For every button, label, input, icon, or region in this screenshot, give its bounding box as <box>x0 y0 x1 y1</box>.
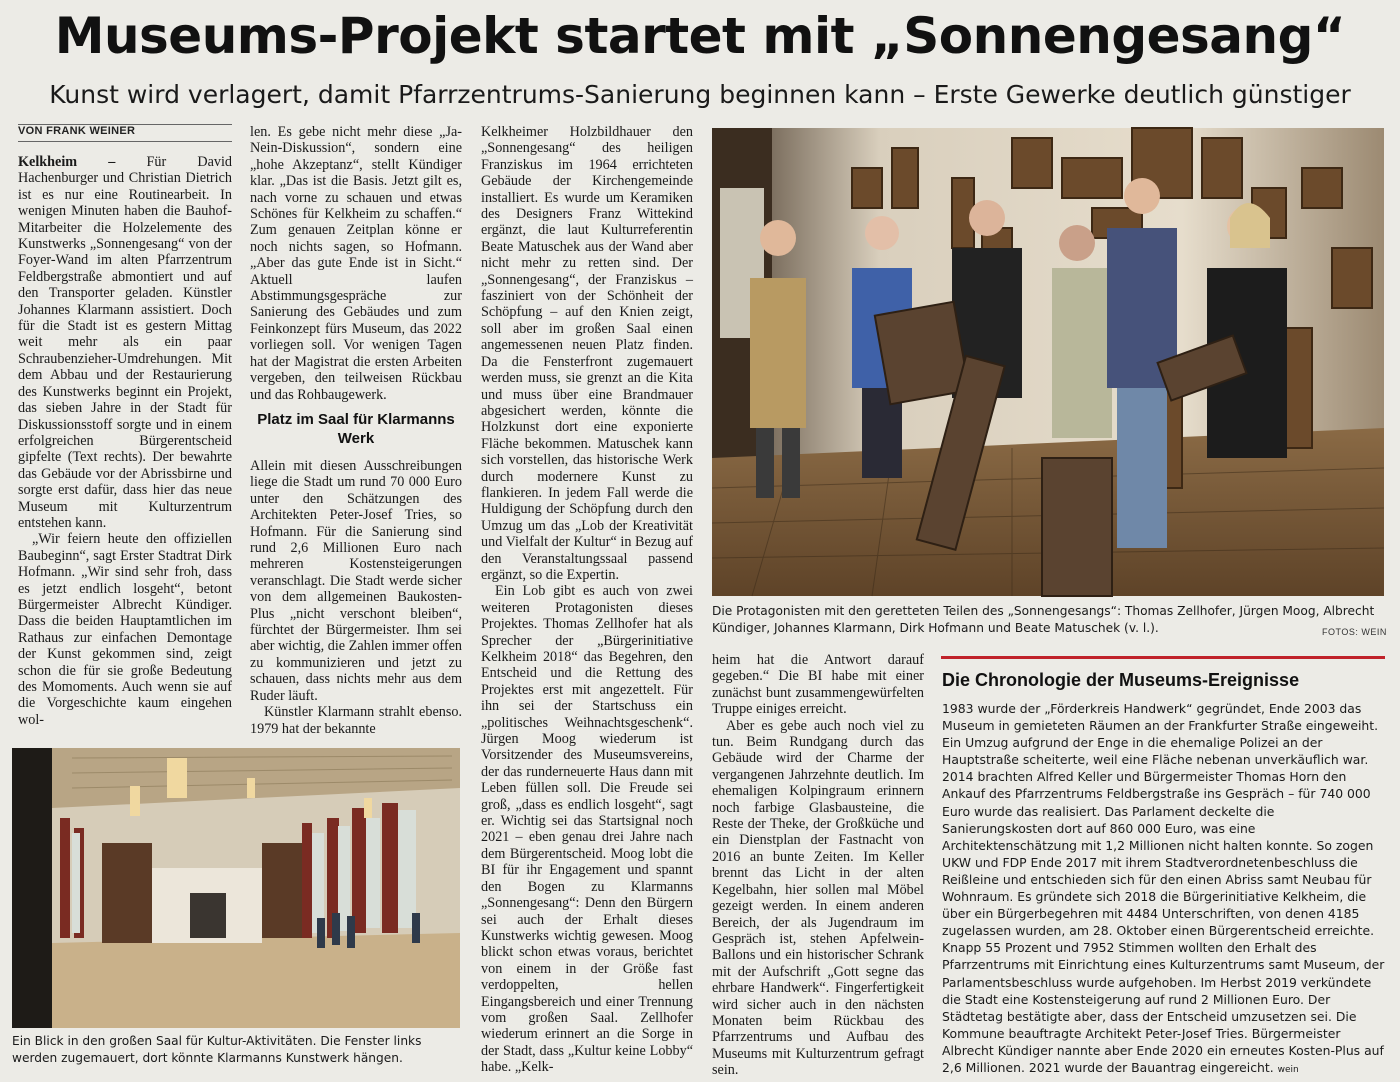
article-column-3 <box>481 124 693 1076</box>
paragraph: „Wir feiern heute den offiziellen Baubeginn“, sagt Erster Stadtrat Dirk Hofmann. „Wir sind sehr froh, dass es jetzt endlich losgeht“, betont Bürgermeister Albrecht Kündiger. Dass die beiden Hauptamtlichen im Rathaus zur einfachen Demontage der Kunst gekommen sind, zeigt schon die für sie große Bedeutung des Momoments. Auch wenn sie auf die Vorgeschichte kaum eingehen wol- <box>18 531 232 728</box>
paragraph: Künstler Klarmann strahlt ebenso. 1979 hat der bekannte <box>250 704 462 737</box>
sidebar-accent-rule <box>941 656 1385 659</box>
photo-credit: FOTOS: WEIN <box>1322 627 1387 637</box>
main-photo-caption: Die Protagonisten mit den geretteten Teilen des „Sonnengesangs“: Thomas Zellhofer, Jürgen Moog, Albrecht Kündiger, Johannes Klarmann, Dirk Hofmann und Beate Matuschek (v. l.). <box>712 604 1375 635</box>
group-photo-illustration <box>712 128 1384 596</box>
sidebar-signature: wein <box>1277 1064 1299 1075</box>
hall-photo <box>12 748 460 1028</box>
byline: VON FRANK WEINER <box>18 125 136 137</box>
paragraph: Kelkheimer Holzbildhauer den „Sonnengesang“ des heiligen Franziskus im 1964 errichteten Gebäude der Kirchengemeinde installiert. Es wurde um Keramiken des Designers Franz Wittekind ergänzt, die laut Kulturreferentin Beate Matuschek aus der Wand aber nicht mehr zu retten sind. Der „Sonnengesang“, der Franziskus – fasziniert von der Schönheit der Schöpfung – auf den Knien zeigt, soll aber im großen Saal einen angemessenen neuen Platz finden. Da die Fensterfront zugemauert werden muss, sie grenzt an die Kita und muss über eine Brandmauer abgesichert werden, könnte die Holzkunst dort eine exponierte Fläche bekommen. Matuschek kann sich vorstellen, das historische Werk durch modernere Kunst zu flankieren. In jedem Fall werde die Huldigung der Schöpfung durch den Umzug um das „Lob der Kreativität und Vielfalt der Kultur“ in Bezug auf den Veranstaltungssaal passend ergänzt, so die Expertin. <box>481 124 693 583</box>
paragraph: Für David Hachenburger und Christian Dietrich ist es nur eine Routinearbeit. In wenigen Minuten haben die Bauhof-Mitarbeiter die Holzelemente des Kunstwerks „Sonnengesang“ von der Foyer-Wand im alten Pfarrzentrum Feldbergstraße abmontiert und auf den Transporter geladen. Künstler Johannes Klarmann assistiert. Doch für die Stadt ist es gestern Mittag weit mehr als ein paar Schraubenzieher-Umdrehungen. Mit dem Abbau und der Restaurierung des Kunstwerks beginnt ein Projekt, das sieben Jahre in der Stadt für Diskussionsstoff sorgte und in einem erfolgreichen Bürgerentscheid gipfelte (Text rechts). Der bewahrte das Gebäude vor der Abrissbirne und sorgte erst dafür, dass hier das neue Museum mit Kulturzentrum entstehen kann. <box>18 154 232 531</box>
headline: Museums-Projekt startet mit „Sonnengesang“ <box>54 7 1346 65</box>
article-column-2b <box>250 458 462 737</box>
dateline: Kelkheim – <box>18 154 116 170</box>
byline-rule-bottom <box>18 141 232 142</box>
article-column-4 <box>712 652 924 1079</box>
section-subtitle: Platz im Saal für Klarmanns Werk <box>257 411 455 447</box>
subheadline: Kunst wird verlagert, damit Pfarrzentrums-Sanierung beginnen kann – Erste Gewerke deutlich günstiger <box>49 80 1351 109</box>
group-photo <box>712 128 1384 596</box>
paragraph: heim hat die Antwort darauf gegeben.“ Die BI habe mit einer zunächst bunt zusammengewürfelten Truppe einiges erreicht. <box>712 652 924 718</box>
sidebar-text <box>942 700 1386 1075</box>
sidebar-body: 1983 wurde der „Förderkreis Handwerk“ gegründet, Ende 2003 das Museum in gemieteten Räumen an der Frankfurter Straße eingeweiht. Ein Umzug aufgrund der Enge in die ehemalige Polizei an der Hauptstraße scheiterte, weil eine Fläche nebenan unverkäuflich war. 2014 brachten Alfred Keller und Bürgermeister Thomas Horn den Ankauf des Pfarrzentrums Feldbergstraße ins Gespräch – für 740 000 Euro wurde das realisiert. Das Parlament deckelte die Sanierungskosten dort auf 860 000 Euro, was eine Architektenschätzung mit 1,2 Millionen nicht halten konnte. So zogen UKW und FDP Ende 2017 mit ihrem Stadtverordnetenbeschluss die Reißleine und entschieden sich für den einen Abriss samt Neubau für Wohnraum. Es gründete sich 2018 die Bürgerinitiative Kelkheim, die über ein Bürgerbegehren mit 4484 Unterschriften, von denen 4185 zugelassen wurden, am 28. Oktober einen Bürgerentscheid erreichte. Knapp 55 Prozent und 7952 Stimmen wollten den Erhalt des Pfarrzentrums mit Einrichtung eines Kulturzentrums samt Museum, der Parlamentsbeschluss wurde aufgehoben. Im Herbst 2019 verkündete die Stadt eine Kostensteigerung auf rund 2 Millionen Euro. Der Städtetag bestätigte aber, dass der Entscheid umzusetzen sei. Die Kommune beauftragte Architekt Peter-Josef Tries. Bürgermeister Albrecht Kündiger nannte aber Ende 2020 ein erneutes Kosten-Plus auf 2,6 Millionen. 2021 wurde der Bauantrag eingereicht. <box>942 701 1385 1075</box>
hall-photo-caption: Ein Blick in den großen Saal für Kultur-Aktivitäten. Die Fenster links werden zugemauert, dort könnte Klarmanns Kunstwerk hängen. <box>12 1034 422 1065</box>
paragraph: Allein mit diesen Ausschreibungen liege die Stadt um rund 70 000 Euro unter den Schätzungen des Architekten Peter-Josef Tries, so Hofmann. Für die Sanierung sind rund 2,6 Millionen Euro nach mehreren Kostensteigerungen veranschlagt. Die Stadt werde sicher von dem allgemeinen Baukosten-Plus „nicht verschont bleiben“, fürchtet der Bürgermeister. Ihm sei aber wichtig, die Zahlen immer offen zu kommunizieren und jetzt zu schauen, dass nichts mehr aus dem Ruder läuft. <box>250 458 462 704</box>
paragraph: len. Es gebe nicht mehr diese „Ja-Nein-Diskussion“, sondern eine „hohe Akzeptanz“, stellt Kündiger klar. „Das ist die Basis. Jetzt gilt es, nach vorne zu schauen und etwas Schönes für Kelkheim zu schaffen.“ Zum genauen Zeitplan könne er noch nichts sagen, so Hofmann. „Aber das gute Ende ist in Sicht.“ Aktuell laufen Abstimmungsgespräche zur Sanierung des Gebäudes und zum Feinkonzept fürs Museum, das 2022 vorliegen soll. Vor wenigen Tagen hat der Magistrat die ersten Arbeiten vergeben, den teilweisen Rückbau und das Rohbaugewerk. <box>250 124 462 403</box>
sidebar-title: Die Chronologie der Museums-Ereignisse <box>942 670 1300 690</box>
paragraph: Ein Lob gibt es auch von zwei weiteren Protagonisten dieses Projektes. Thomas Zellhofer hat als Sprecher der „Bürgerinitiative Kelkheim 2018“ das Begehren, den Entscheid und die Rettung des Projektes erst mit angezettelt. Für ihn sei der Startschuss ein „politisches Weihnachtsgeschenk“. Jürgen Moog wiederum ist Vorsitzender des Museumsvereins, der das runderneuerte Haus dann mit Leben füllen soll. Die Freude sei groß, „dass es endlich losgeht“, sagt er. Wichtig sei das Startsignal noch 2021 – eben genau drei Jahre nach dem Bürgerentscheid. Moog lobt die BI für ihr Engagement und spannt den Bogen zu Klarmanns „Sonnengesang“: Denn den Bürgern sei auch der Erhalt dieses Kunstwerks wichtig gewesen. Moog blickt schon etwas voraus, berichtet von einem in der Größe fast verdoppelten, hellen Eingangsbereich und einer Trennung vom großen Saal. Zellhofer wiederum erinnert an die Sorge in der Stadt, dass „Kultur keine Lobby“ habe. „Kelk- <box>481 583 693 1076</box>
hall-photo-illustration <box>12 748 460 1028</box>
article-column-2 <box>250 124 462 402</box>
article-column-1 <box>18 154 232 730</box>
paragraph: Aber es gebe auch noch viel zu tun. Beim Rundgang durch das Gebäude wird der Charme der vergangenen Jahrzehnte deutlich. Im ehemaligen Kolpingraum erinnern noch farbige Glasbausteine, die Reste der Theke, der Großküche und ein Dienstplan der Fastnacht von 2016 an bunte Zeiten. Im Keller brennt das Licht in der alten Kegelbahn, hier sollen mal Möbel gezeigt werden. In einem anderen Bereich, der als Jugendraum im Gespräch ist, stehen Apfelwein-Ballons und ein historischer Schrank mit der Aufschrift „Gott segne das ehrbare Handwerk“. Fingerfertigkeit wird sicher auch in den nächsten Monaten beim Rückbau des Pfarrzentrums und Aufbau des Museums mit Kulturzentrum gefragt sein. <box>712 717 924 1079</box>
